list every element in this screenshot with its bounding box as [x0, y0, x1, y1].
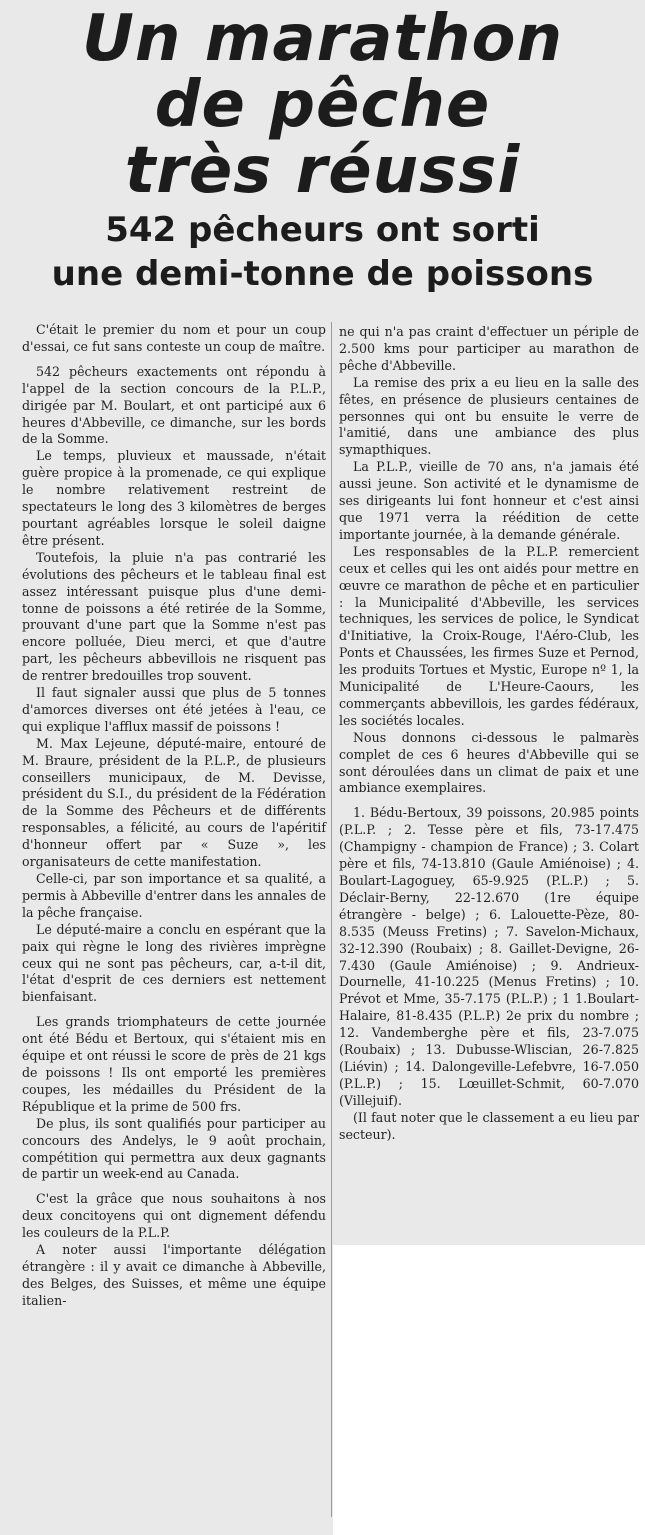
paragraph: Toutefois, la pluie n'a pas contrarié les évolutions des pêcheurs et le tableau final est assez intéressant puisque plus d'une demi-tonne de poissons a été retirée de la Somme, prouvant d'une part que la Somme n'est pas encore polluée, Dieu merci, et que d'autre part, les pêcheurs abbevillois ne risquent pas de rentrer bredouilles trop souvent.: [22, 549, 326, 684]
subheadline-line: 542 pêcheurs ont sorti: [105, 210, 540, 250]
paragraph: Celle-ci, par son importance et sa qualité, a permis à Abbeville d'entrer dans les annales de la pêche française.: [22, 871, 326, 920]
paragraph: Nous donnons ci-dessous le palmarès complet de ces 6 heures d'Abbeville qui se sont déroulées dans un climat de paix et une ambiance exemplaires.: [339, 729, 639, 796]
paragraph: Les responsables de la P.L.P. remercient ceux et celles qui les ont aidés pour mettre en œuvre ce marathon de pêche et en particulier : la Municipalité d'Abbeville, les services techniques, les services de police, le Syndicat d'Initiative, la Croix-Rouge, l'Aéro-Club, les Ponts et Chaussées, les firmes Suze et Pernod, les produits Tortues et Mystic, Europe nº 1, la Municipalité de L'Heure-Caours, les commerçants abbevillois, les gardes fédéraux, les sociétés locales.: [339, 543, 639, 728]
paragraph: ne qui n'a pas craint d'effectuer un périple de 2.500 kms pour participer au marathon de pêche d'Abbeville.: [339, 324, 639, 373]
blank-area: [333, 1245, 645, 1535]
article-column-right: [339, 324, 639, 1144]
paragraph: Il faut signaler aussi que plus de 5 tonnes d'amorces diverses ont été jetées à l'eau, ce qui explique l'afflux massif de poissons !: [22, 685, 326, 734]
paragraph: M. Max Lejeune, député-maire, entouré de M. Braure, président de la P.L.P., de plusieurs conseillers municipaux, de M. Devisse, président du S.I., du président de la Fédération de la Somme des Pêcheurs et de différents responsables, a félicité, au cours de l'apéritif d'honneur offert par « Suze », les organisateurs de cette manifestation.: [22, 735, 326, 870]
paragraph: A noter aussi l'importante délégation étrangère : il y avait ce dimanche à Abbeville, des Belges, des Suisses, et même une équipe italien-: [22, 1242, 326, 1308]
results-list: 1. Bédu-Bertoux, 39 poissons, 20.985 points (P.L.P. ; 2. Tesse père et fils, 73-17.475 (Champigny - champion de France) ; 3. Colart père et fils, 74-13.810 (Gaule Amiénoise) ; 4. Boulart-Lagoguey, 65-9.925 (P.L.P.) ; 5. Déclair-Berny, 22-12.670 (1re équipe étrangère - belge) ; 6. Lalouette-Pèze, 80-8.535 (Meuss Fretins) ; 7. Savelon-Michaux, 32-12.390 (Roubaix) ; 8. Gaillet-Devigne, 26-7.430 (Gaule Amiénoise) ; 9. Andrieux-Dournelle, 41-10.225 (Menus Fretins) ; 10. Prévot et Mme, 35-7.175 (P.L.P.) ; 1 1.Boulart-Halaire, 81-8.435 (P.L.P.) 2e prix du nombre ; 12. Vandemberghe père et fils, 23-7.075 (Roubaix) ; 13. Dubusse-Wliscian, 26-7.825 (Liévin) ; 14. Dalongeville-Lefebvre, 16-7.050 (P.L.P.) ; 15. Lœuillet-Schmit, 60-7.070 (Villejuif).: [339, 805, 639, 1108]
headline: [0, 2, 645, 208]
headline-line: Un marathon: [81, 2, 564, 76]
paragraph: Le député-maire a conclu en espérant que la paix qui règne le long des rivières imprègne ceux qui ne sont pas pêcheurs, car, a-t-il dit, l'état d'esprit de ces derniers est nettement bienfaisant.: [22, 921, 326, 1005]
paragraph: Les grands triomphateurs de cette journée ont été Bédu et Bertoux, qui s'étaient mis en équipe et ont réussi le score de près de 21 kgs de poissons ! Ils ont emporté les premières coupes, les médailles du Président de la République et la prime de 500 frs.: [22, 1014, 326, 1114]
paragraph: De plus, ils sont qualifiés pour participer au concours des Andelys, le 9 août prochain, compétition qui permettra aux deux gagnants de partir un week-end au Canada.: [22, 1115, 326, 1182]
paragraph: C'était le premier du nom et pour un coup d'essai, ce fut sans conteste un coup de maître.: [22, 322, 326, 354]
headline-line: de pêche: [154, 68, 491, 142]
subheadline-line: une demi-tonne de poissons: [51, 254, 594, 294]
subheadline: [0, 208, 645, 296]
paragraph: La remise des prix a eu lieu en la salle des fêtes, en présence de plusieurs centaines de personnes qui ont bu ensuite le verre de l'amitié, dans une ambiance des plus symapthiques.: [339, 374, 639, 458]
paragraph: La P.L.P., vieille de 70 ans, n'a jamais été aussi jeune. Son activité et le dynamisme de ses dirigeants lui font honneur et c'est ainsi que 1971 verra la réédition de cette importante journée, à la demande générale.: [339, 459, 639, 542]
paragraph: 542 pêcheurs exactements ont répondu à l'appel de la section concours de la P.L.P., dirigée par M. Boulart, et ont participé aux 6 heures d'Abbeville, ce dimanche, sur les bords de la Somme.: [22, 363, 326, 447]
paragraph: (Il faut noter que le classement a eu lieu par secteur).: [339, 1109, 639, 1142]
headline-line: très réussi: [124, 134, 521, 208]
column-divider: [331, 322, 332, 1517]
paragraph: C'est la grâce que nous souhaitons à nos deux concitoyens qui ont dignement défendu les couleurs de la P.L.P.: [22, 1191, 326, 1241]
article-column-left: [22, 322, 326, 1310]
paragraph: Le temps, pluvieux et maussade, n'était guère propice à la promenade, ce qui explique le nombre relativement restreint de spectateurs le long des 3 kilomètres de berges pourtant agréables lorsque le soleil daigne être présent.: [22, 448, 326, 548]
